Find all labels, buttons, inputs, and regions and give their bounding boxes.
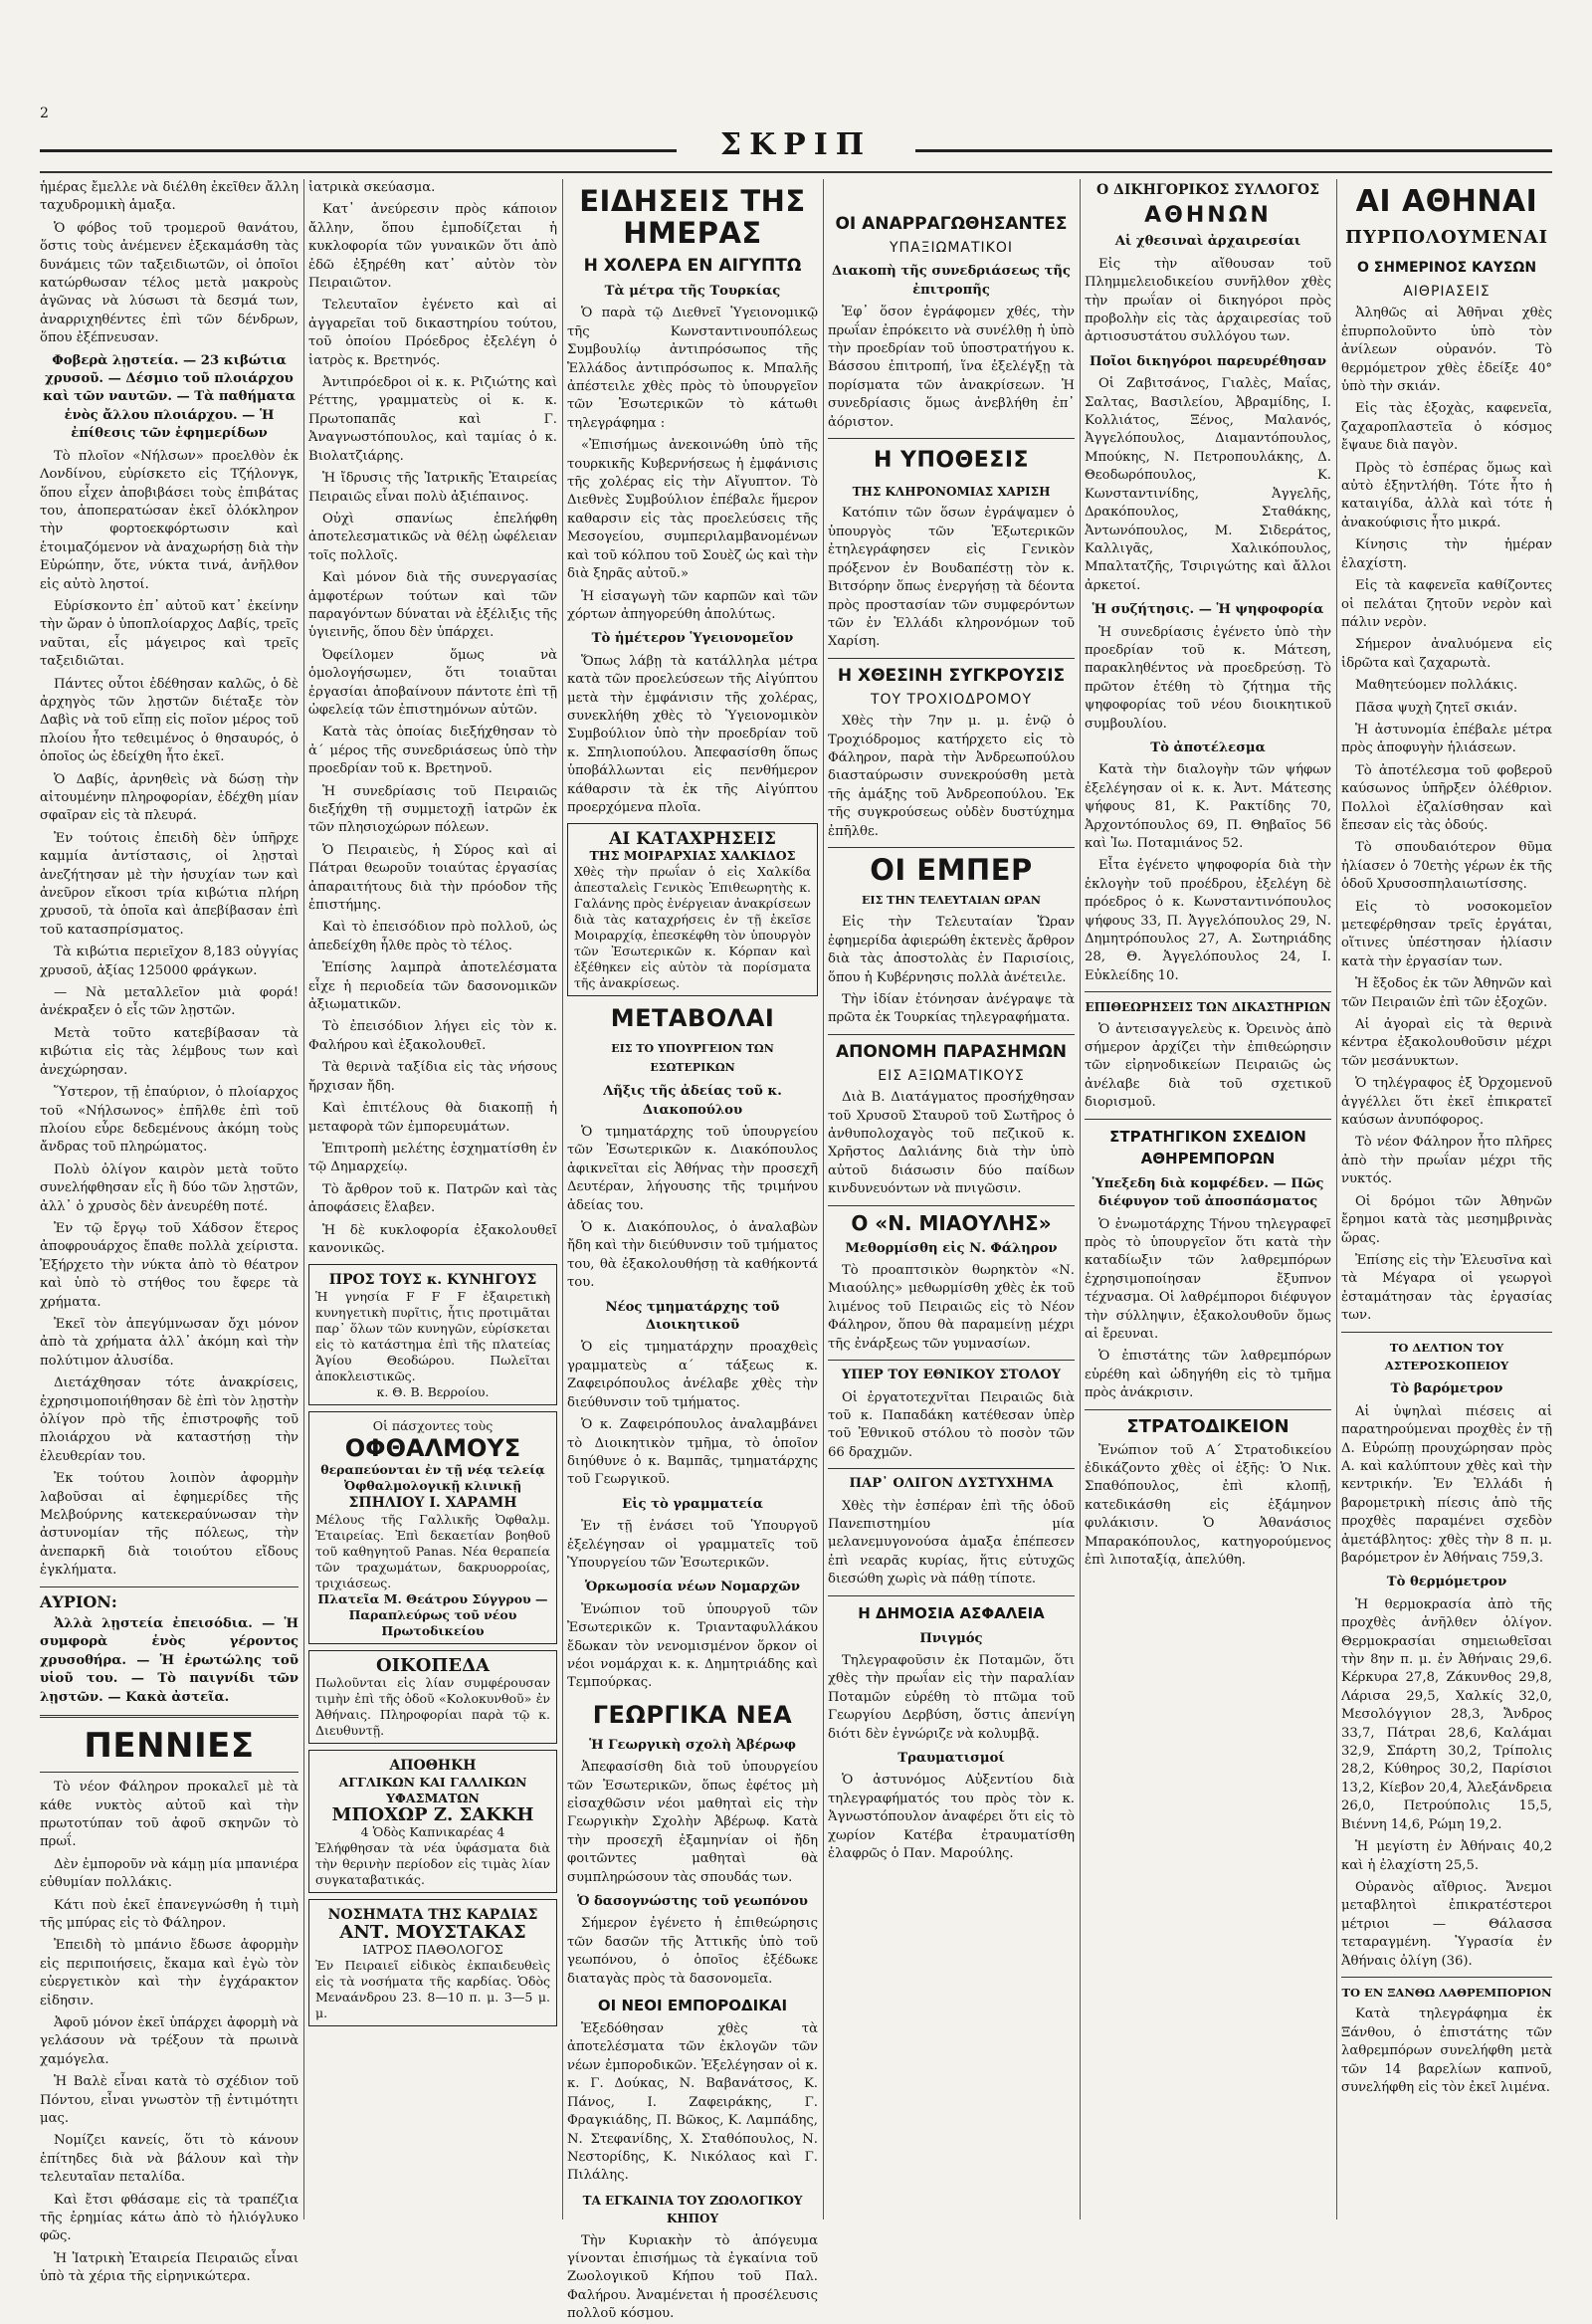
paragraph: Αἱ ὑψηλαὶ πιέσεις αἱ παρατηρούμεναι προχθὲς ἐν τῇ Δ. Εὐρώπῃ προυχώρησαν πρὸς Α. καὶ καλύπτουν χθὲς καὶ τὴν κεντρικήν. Ἐν Ἑλλάδι ἡ βαρομετρικὴ πίεσις ἀπὸ τῆς προχθὲς παραμένει σχεδὸν ἀμετάβλητος: χθὲς τὴν 8 π. μ. βαρόμετρον ἐν Ἀθήναις 759,3. [1341,1403,1552,1566]
officers-subtitle: ΥΠΑΞΙΩΜΑΤΙΚΟΙ [890,240,1013,256]
ad-eyes-subtitle: θεραπεύονται ἐν τῇ νέᾳ τελείᾳ Ὀφθαλμολογικῇ κλινικῇ [320,1462,545,1494]
athens-subtitle: ΠΥΡΠΟΛΟΥΜΕΝΑΙ [1344,227,1549,248]
paragraph: Ὁ ἐπιστάτης τῶν λαθρεμπόρων εὑρέθη καὶ ὡδηγήθη εἰς τὸ τμῆμα πρὸς ἀνάκρισιν. [1085,1349,1331,1401]
paragraph: Ὁ ἀντεισαγγελεὺς κ. Ὀρεινὸς ἀπὸ σήμερον ἀρχίζει τὴν ἐπιθεώρησιν τῶν εἰρηνοδικείων Πειραιῶς ὡς ἀνέλαβε διὰ τοῦ σχετικοῦ διορισμοῦ. [1085,1021,1331,1111]
paragraph: Τὰ κιβώτια περιεῖχον 8,183 οὐγγίας χρυσοῦ, ἀξίας 125000 φράγκων. [40,945,298,978]
paragraph: Ἀντιπρόεδροι οἱ κ. κ. Ριζιώτης καὶ Ρέττης, γραμματεὺς οἱ κ. κ. Πρωτοπαπᾶς καὶ Γ. Ἀναγνωστόπουλος, καὶ ταμίας ὁ κ. Βιολατζιάρης. [308,375,557,464]
ad-fabrics [308,1750,557,1893]
column-3 [567,179,818,2322]
paragraph: Καὶ ἐπιτέλους θὰ διακοπῇ ἡ μεταφορὰ τῶν ἐμπορευμάτων. [308,1101,557,1135]
ad-eyes-pretitle: Οἱ πάσχοντες τοὺς [372,1418,494,1434]
officers-heading: Διακοπὴ τῆς συνεδριάσεως τῆς ἐπιτροπῆς [832,264,1071,298]
ad-eyes-text: Μέλους τῆς Γαλλικῆς Ὀφθαλμ. Ἑταιρείας. Ἐπὶ δεκαετίαν βοηθοῦ τοῦ καθηγητοῦ Panas. Νέα θεραπεία τῶν τραχωμάτων, δακρυορροίας, τριχιάσεως. [315,1512,550,1591]
court-inspections-title: ΕΠΙΘΕΩΡΗΣΕΙΣ ΤΩΝ ΔΙΚΑΣΤΗΡΙΩΝ [1085,1000,1331,1015]
ad-eyes-title: ΟΦΘΑΛΜΟΥΣ [344,1434,521,1463]
separator [828,658,1075,659]
paragraph: Διετάχθησαν τότε ἀνακρίσεις, ἐχρησιμοποιήθησαν δὲ ἐπὶ τὸν λῃστὴν ὀλίγον πρὸ τῆς ἐπιστροφῆς τοῦ πλοιάρχου νὰ καταστήσῃ τὴν ἐλευθερίαν του. [40,1375,298,1464]
paragraph: Ὁ τηλέγραφος ἐξ Ὀρχομενοῦ ἀγγέλλει ὅτι ἐκεῖ ἐπικρατεῖ καύσων ἀνυπόφορος. [1341,1076,1552,1129]
ad-eyes-address: Πλατεῖα Μ. Θεάτρου Σύγγρου — Παραπλεύρως τοῦ νέου Πρωτοδικείου [317,1591,548,1639]
agriculture-title: ΓΕΩΡΓΙΚΑ ΝΕΑ [592,1700,793,1729]
will-title: Η ΥΠΟΘΕΣΙΣ [873,448,1030,474]
paragraph: Κατὰ τὰς ὁποίας διεξήχθησαν τὸ ἀ΄ μέρος τῆς συνεδριάσεως ὑπὸ τὴν προεδρίαν τοῦ κ. Βρετηνοῦ. [308,725,557,777]
embezzlement-subtitle: ΤΗΣ ΜΟΙΡΑΡΧΙΑΣ ΧΑΛΚΙΔΟΣ [589,848,796,864]
bar-association-title: Ο ΔΙΚΗΓΟΡΙΚΟΣ ΣΥΛΛΟΓΟΣ [1095,182,1320,198]
separator [828,438,1075,439]
separator [1085,1409,1331,1410]
paragraph: Ἐνώπιον τοῦ Α΄ Στρατοδικείου ἐδικάζοντο χθὲς οἱ ἑξῆς: Ὁ Νικ. Σπαθόπουλος, ἐπὶ κλοπῇ, κατεδικάσθη εἰς ἑξάμηνον φυλάκισιν. Ὁ Ἀθανάσιος Μπαρακόπουλος, κατηγορούμενος ἐπὶ λιποταξίᾳ, ἀπελύθη. [1085,1442,1331,1568]
paragraph: Οὐχὶ σπανίως ἐπελήφθη ἀποτελεσματικῶς νὰ θέλῃ ὠφέλειαν τοῖς πολλοῖς. [308,511,557,563]
accident-title: ΠΑΡ᾽ ΟΛΙΓΟΝ ΔΥΣΤΥΧΗΜΑ [849,1476,1054,1492]
paragraph: Χθὲς τὴν ἑσπέραν ἐπὶ τῆς ὁδοῦ Πανεπιστημίου μία μελανεμυγονούσα ἀμαξα ἐπέπεσεν ἐπὶ νεαρᾶς κυρίας, ἥτις εὐτυχῶς διεσώθη χωρὶς νὰ πάθῃ τίποτε. [828,1498,1075,1587]
paragraph: — Νὰ μεταλλεῖον μιὰ φορά! ἀνέκραξεν ὁ εἷς τῶν λῃστῶν. [40,985,298,1019]
smuggling-title: ΤΟ ΕΝ ΞΑΝΘΩ ΛΑΘΡΕΜΠΟΡΙΟΝ [1341,1985,1552,2000]
paragraph: Χθὲς τὴν 7ην μ. μ. ἐνῷ ὁ Τροχιόδρομος κατήρχετο εἰς τὸ Φάληρον, παρὰ τὴν Ἀνδρεωπούλου διασταύρωσιν συνεκρούσθη μετὰ τῆς ἁμάξης τοῦ Ἀνδρεοπούλου. Ἐκ τῆς συγκρούσεως οὐδὲν δυστύχημα ἐπῆλθε. [828,714,1075,839]
paragraph: Τὸ ἄρθρον τοῦ κ. Πατρῶν καὶ τὰς ἀποφάσεις ἔλαβεν. [308,1181,557,1216]
paragraph: Τὸ πλοῖον «Νήλσων» προελθὸν ἐκ Λονδίνου, εὑρίσκετο εἰς Τζήλονγκ, ὅπου εἶχεν ἀποβιβάσει τοὺς ἐπιβάτας του, ἀποπερατώσαν ἐκεῖ ὁλόκληρον τὴν φορτοεκφόρτωσιν καὶ ἑτοιμαζόμενον νὰ ἀναχωρήσῃ διὰ τὴν Εὐρώπην, ὅτε, νύκτα τινά, ἀνῆλθον εἰς αὐτὸ ληστοί. [40,448,298,592]
column-rule [1336,179,1337,2219]
separator [828,1468,1075,1469]
separator [828,1360,1075,1361]
column-1 [40,179,298,2285]
ad-plots-title: ΟΙΚΟΠΕΔΑ [375,1655,491,1677]
column-2 [308,179,557,2219]
paragraph: Σήμερον ἀναλυόμενα εἰς ἱδρῶτα καὶ ζαχαρωτὰ. [1341,637,1552,671]
column-rule [303,179,304,2219]
safety-subtitle: Πνιγμός [919,1630,983,1646]
paragraph: Ἡ ἀστυνομία ἐπέβαλε μέτρα πρὸς ἀποφυγὴν ἡλιάσεων. [1341,722,1552,756]
paragraph: Ἡ δὲ κυκλοφορία ἐξακολουθεῖ κανονικῶς. [308,1222,557,1256]
separator [828,1205,1075,1206]
ad-plots [308,1650,557,1744]
ad-heart-role: ΙΑΤΡΟΣ ΠΑΘΟΛΟΓΟΣ [362,1942,503,1958]
paragraph: Ἐπειδὴ τὸ μπάνιο ἔδωσε ἀφορμὴν εἰς περιποιήσεις, ἔκαμα καὶ ἐγὼ τὸν εὐεργετικὸν καὶ τὴν ἐγχάρακτον εἰδησιν. [40,1938,298,2008]
tomorrow-heading: ΑΥΡΙΟΝ: [40,1591,117,1611]
paragraph: Οἱ ἐργατοτεχνῖται Πειραιῶς διὰ τοῦ κ. Παπαδάκη κατέθεσαν ὑπὲρ τοῦ Ἐθνικοῦ στόλου τὸ ποσὸν τῶν 66 δραχμῶν. [828,1389,1075,1460]
paragraph: Ἐφ᾽ ὅσον ἐγράφομεν χθές, τὴν πρωΐαν ἐπρόκειτο νὰ συνέλθῃ ἡ ὑπὸ τὴν προεδρίαν τοῦ ὑποστρατήγου κ. Βάσσου ἐπιτροπή, ἵνα ἐξελέγξῃ τὰ πορίσματα τῶν ἀνακρίσεων. Ἡ συνεδρίασις ὅμως ἀνεβλήθη ἐπ᾽ ἀόριστον. [828,305,1075,430]
paragraph: Τὸ ἀποτέλεσμα τοῦ φοβεροῦ καύσωνος ὑπῆρξεν ὀλέθριον. Πολλοὶ ἐζαλίσθησαν καὶ ἔπεσαν εἰς τὰς ὁδούς. [1341,762,1552,833]
ad-heart-title: ΝΟΣΗΜΑΤΑ ΤΗΣ ΚΑΡΔΙΑΣ [327,1907,538,1924]
paragraph: Κατὰ τὴν διαλογὴν τῶν ψήφων ἐξελέγησαν οἱ κ. κ. Ἀντ. Μάτεσης ψήφους 81, Κ. Ρακτίδης 70, Ἀρχοντόπουλος 69, Π. Θηβαῖος 56 καὶ Ἰω. Ποταμιάνος 52. [1085,762,1331,851]
paragraph: Ἐν τῷ ἔργῳ τοῦ Χάδσον ἕτερος ἀποφρουάρχος ἔπαθε πολλὰ χείριστα. Ἐξήρχετο τὴν νύκτα ἀπὸ τὸ θέατρον καὶ ὑπὸ τὸ στήθος του ἔφερε τὰ χρήματα. [40,1220,298,1310]
safety-subtitle: Τραυματισμοί [897,1751,1005,1766]
top-rule [40,171,1552,173]
paragraph: Αἱ ἀγοραὶ εἰς τὰ θερινὰ κέντρα ἐξακολουθοῦσιν μέχρι τῶν μεσάνυκτων. [1341,1017,1552,1069]
ad-fabrics-text: Ἐλήφθησαν τὰ νέα ὑφάσματα διὰ τὴν θερινὴν περίοδον εἰς τιμὰς λίαν συγκαταβατικάς. [315,1840,550,1888]
paragraph: Ἡ ἔξοδος ἐκ τῶν Ἀθηνῶν καὶ τῶν Πειραιῶν ἐπὶ τῶν ἐξοχῶν. [1341,976,1552,1010]
paragraph: Καὶ μόνον διὰ τῆς συνεργασίας ἀμφοτέρων τούτων καὶ τῶν παραγόντων δύναται νὰ ἐξέλιξις τῆς ὑγιεινῆς, ὅπου δὲν ὑπάρχει. [308,570,557,641]
paragraph: Ἀφοῦ μόνον ἐκεῖ ὑπάρχει ἀφορμὴ νὰ γελάσουν νὰ τρέξουν τὰ πρωινὰ χαμόγελα. [40,2014,298,2067]
paragraph: Ὀφείλομεν ὅμως νὰ ὁμολογήσωμεν, ὅτι τοιαῦται ἐργασίαι ἀποβαίνουν πάντοτε ἐπὶ τῇ ὠφελείᾳ τῶν ἐπιστημόνων αὐτῶν. [308,647,557,718]
separator [40,1715,298,1718]
bar-association-heading: Ἡ συζήτησις. — Ἡ ψηφοφορία [1092,602,1324,618]
paragraph: Κατόπιν τῶν ὅσων ἐγράψαμεν ὁ ὑπουργὸς τῶν Ἐξωτερικῶν ἐτηλεγράφησεν εἰς Γενικὸν πρόξενον ἐν Βουδαπέστῃ τὸν κ. Βιτσόρην ὅπως ἐνεργήσῃ τὰ δέοντα πρὸς προστασίαν τῶν συμφερόντων τῶν ἐν Ἑλλάδι κληρονόμων τοῦ Χαρίση. [828,506,1075,650]
athens-subtitle-3: ΑΙΘΡΙΑΣΕΙΣ [1403,284,1491,300]
agriculture-subtitle: Ἡ Γεωργικὴ σχολὴ Ἀβέρωφ [589,1737,796,1753]
paragraph: Ἐν τῇ ἐνάσει τοῦ Ὑπουργοῦ ἐξελέγησαν οἱ γραμματεῖς τοῦ Ὑπουργείου τῶν Ἐσωτερικῶν. [567,1519,818,1571]
separator [828,847,1075,848]
paragraph: Ἐπίσης εἰς τὴν Ἐλευσῖνα καὶ τὰ Μέγαρα οἱ γεωργοὶ ἐσταμάτησαν τὰς ἐργασίας των. [1341,1252,1552,1324]
changes-title: ΜΕΤΑΒΟΛΑΙ [610,1004,775,1033]
paragraph: Ὁ τμηματάρχης τοῦ ὑπουργείου τῶν Ἐσωτερικῶν κ. Διακόπουλος ἀφικνεῖται εἰς Ἀθήνας τὴν προσεχῆ Δευτέραν, λήγουσης τῆς τριμήνου ἀδείας του. [567,1125,818,1213]
paragraph: Ἡ θερμοκρασία ἀπὸ τῆς προχθὲς ἀνῆλθεν ὀλίγον. Θερμοκρασίαι σημειωθεῖσαι τὴν 8ην π. μ. ἐν Ἀθήναις 29,6. Κέρκυρα 27,8, Ζάκυνθος 29,8, Λάρισα 29,5, Χαλκίς 32,0, Μεσολόγγιον 28,3, Ἄνδρος 33,7, Πάτραι 28,6, Καλάμαι 32,9, Σπάρτη 30,2, Τρίπολις 28,2, Κύθηρος 30,2, Παρίσιοι 13,2, Κίεβον 20,4, Ἀλεξάνδρεια 26,0, Πετρούπολις 15,5, Βιέννη 14,6, Ρώμη 19,2. [1341,1596,1552,1832]
paragraph: Ὁ κ. Ζαφειρόπουλος ἀναλαμβάνει τὸ Διοικητικὸν τμῆμα, τὸ ὁποῖον διηύθυνε ὁ κ. Βαμπᾶς, τμηματάρχης τοῦ Γεωργικοῦ. [567,1417,818,1488]
agriculture-subtitle: Ὁ δασογνώστης τοῦ γεωπόνου [577,1894,808,1910]
medals-title: ΑΠΟΝΟΜΗ ΠΑΡΑΣΗΜΩΝ [835,1041,1067,1062]
paragraph: Εἰς τὰς ἐξοχὰς, καφενεῖα, ζαχαροπλαστεῖα ὁ κόσμος ἔψαυε διὰ παγὸν. [1341,401,1552,454]
medals-subtitle: ΕΙΣ ΑΞΙΩΜΑΤΙΚΟΥΣ [878,1067,1025,1084]
paragraph: Ὁ φόβος τοῦ τρομεροῦ θανάτου, ὅστις τοὺς ἀνέμενεν ἐξεκαμάσθη τὰς δυνάμεις τῶν ταξειδιωτῶν, οἱ ὁποῖοι κατώρθωσαν τέλος μετὰ μακροὺς ἀγῶνας νὰ λύσωσι τὰ δεσμά των, ἀναρριχηθέντες ἐπὶ τῶν δένδρων, ὅπου ἐξέπνευσαν. [40,220,298,346]
paragraph: Εἰς τὴν αἴθουσαν τοῦ Πλημμελειοδικείου συνῆλθον χθὲς τὴν πρωΐαν οἱ δικηγόροι πρὸς προβολὴν εἰς τὰς ἀρχαιρεσίας τοῦ ἀρτιοσυστάτου συλλόγου των. [1085,256,1331,345]
paragraph: Τὸ σπουδαιότερον θῦμα ἠλίασεν ὁ 70ετὴς γέρων ἐκ τῆς ὁδοῦ Χρυσοσπηλαιωτίσσης. [1341,840,1552,893]
paragraph: Τελευταῖον ἐγένετο καὶ αἱ ἀγγαρεῖαι τοῦ δικαστηρίου τούτου, τοῦ ὁποίου Πρόεδρος ἐξελέγη ὁ ἰατρὸς κ. Βρετηνός. [308,298,557,368]
paragraph: Ἡ μεγίστη ἐν Ἀθήναις 40,2 καὶ ἡ ἐλαχίστη 25,5. [1341,1839,1552,1873]
ad-fabrics-title: ΑΠΟΘΗΚΗ [389,1758,477,1775]
separator [828,1595,1075,1596]
paragraph: ἰατρικὰ σκεύασμα. [308,180,436,195]
column-5 [1085,179,1331,2219]
paragraph: Καὶ τὸ ἐπεισόδιον πρὸ πολλοῦ, ὡς ἀπεδείχθη ἦλθε πρὸς τὸ τέλος. [308,920,557,953]
athens-subtitle-2: Ο ΣΗΜΕΡΙΝΟΣ ΚΑΥΣΩΝ [1356,260,1537,276]
separator [828,1034,1075,1035]
embezzlement-text: Χθὲς τὴν πρωΐαν ὁ εἰς Χαλκίδα ἀπεσταλεὶς Γενικὸς Ἐπιθεωρητὴς κ. Γαλάνης πρὸς ἐνέργειαν ἀνακρίσεων διὰ τὰς καταχρήσεις ἐν τῇ ἐκεῖσε Μοιραρχίᾳ, ἐπεσκέφθη τὸν ὑπουργὸν τῶν Ἐσωτερικῶν κ. Κόρπαν καὶ ἐξέθηκεν εἰς αὐτὸν τὰ πορίσματα τῆς ἀνακρίσεως. [574,864,811,991]
ad-heart [308,1899,557,2026]
paragraph: Καὶ ἔτσι φθάσαμε εἰς τὰ τραπέζια τῆς ἐρημίας κάτω ἀπὸ τὸ ἡλιόγλυκο φῶς. [40,2192,298,2244]
paragraph: Κατ᾽ ἀνεύρεσιν πρὸς κάποιον ἄλλην, ὅπου ἐμποδίζεται ἡ κυκλοφορία τῶν γυναικῶν ὅτι ἀπὸ ἐδῶ ἐξηρέθη κατ᾽ αὐτὸν τὸν Πειραιῶτον. [308,202,557,292]
observatory-heading: Τὸ βαρόμετρον [1390,1381,1503,1397]
officers-title: ΟΙ ΑΝΑΡΡΑΓΩΘΗΣΑΝΤΕΣ [835,214,1068,234]
paragraph: Ὁ Πειραιεὺς, ἡ Σύρος καὶ αἱ Πάτραι θεωροῦν τοιαύτας ἐργασίας ἀπαραιτήτους διὰ τὴν πρόοδον τῆς ἐπιστήμης. [308,842,557,914]
embezzlement-title: ΑΙ ΚΑΤΑΧΡΗΣΕΙΣ [609,829,776,850]
paragraph: Τὸ νέον Φάληρον προκαλεῖ μὲ τὰ κάθε νυκτὸς αὐτοῦ καὶ τὴν πρωτοτύπαν τοῦ ἀφοῦ σκηνῶν τὸ πρωΐ. [40,1780,298,1850]
paragraph: Ἡ συνεδρίασις τοῦ Πειραιῶς διεξήχθη τῇ συμμετοχῇ ἰατρῶν ἐκ τῶν πλησιοχώρων πόλεων. [308,783,557,836]
smugglers-plan-title: ΣΤΡΑΤΗΓΙΚΟΝ ΣΧΕΔΙΟΝ ΑΘΗΡΕΜΠΟΡΩΝ [1109,1127,1306,1167]
paragraph: Δὲν ἐμποροῦν νὰ κάμῃ μία μπανιέρα εὐθυμίαν πολλάκις. [40,1856,298,1891]
bar-association-subtitle: ΑΘΗΝΩΝ [1144,203,1272,229]
paragraph: Σήμερον ἐγένετο ἡ ἐπιθεώρησις τῶν δασῶν τῆς Ἀττικῆς ὑπὸ τοῦ γεωπόνου, ὁ ὁποῖος ἐξέδωκε διαταγὰς πρὸς τὰ δασονομεῖα. [567,1916,818,1987]
masthead-rule-right [915,149,1552,152]
paragraph: Τὰ θερινὰ ταξίδια εἰς τὰς νήσους ἤρχισαν ἤδη. [308,1060,557,1094]
paragraph: Νομίζει κανείς, ὅτι τὸ κάνουν ἐπίτηδες διὰ νὰ βάλουν καὶ τὴν τελευταῖαν πεταλίδα. [40,2133,298,2186]
paragraph: Μαθητεύομεν πολλάκις. [1355,678,1518,694]
ad-eyes-doctor: ΣΠΗΛΙΟΥ Ι. ΧΑΡΑΜΗ [348,1495,517,1512]
paragraph: Ἡ ἴδρυσις τῆς Ἰατρικῆς Ἑταιρείας Πειραιῶς εἶναι πολὺ ἀξιέπαινος. [308,471,557,505]
ad-hunters [308,1264,557,1405]
bar-association-heading: Αἱ χθεσιναὶ ἀρχαιρεσίαι [1114,234,1301,250]
ad-hunters-text: Ἡ γνησία F F F ἐξαιρετικὴ κυνηγετικὴ πυρῖτις, ἧτις προτιμᾶται παρ᾽ ὅλων τῶν κυνηγῶν, εὑρίσκεται εἰς τὸ κατάστημα ἐπὶ τῆς πλατείας Ἁγίου Θεοδώρου. Πωλεῖται ἀποκλειστικῶς. [315,1289,550,1384]
changes-subtitle: ΕΙΣ ΤΟ ΥΠΟΥΡΓΕΙΟΝ ΤΩΝ ΕΣΩΤΕΡΙΚΩΝ [611,1042,774,1074]
column-rule [823,179,824,2219]
paragraph: Ἀληθῶς αἱ Ἀθῆναι χθὲς ἐπυρπολοῦντο ὑπὸ τὸν ἀνίλεων οὐρανόν. Τὸ θερμόμετρον χθὲς ἐδείξε 40° ὑπὸ τὴν σκιάν. [1341,306,1552,395]
safety-title: Η ΔΗΜΟΣΙΑ ΑΣΦΑΛΕΙΑ [858,1603,1045,1622]
tram-subtitle: ΤΟΥ ΤΡΟΧΙΟΔΡΟΜΟΥ [870,691,1032,708]
changes-heading: Εἰς τὸ γραμματεία [622,1496,763,1512]
paragraph: ἡμέρας ἔμελλε νὰ διέλθη ἐκεῖθεν ἄλλη ταχυδρομικὴ ἁμαξα. [40,180,298,214]
column-rule [562,179,563,2219]
section-subheading: Φοβερὰ λῃστεία. — 23 κιβώτια χρυσοῦ. — Δέσμιο τοῦ πλοιάρχου καὶ τῶν ναυτῶν. — Τὰ παθήματα ἑνὸς ἄλλου πλοιάρχου. — Ἡ ἐπίθεσις τῶν ἐφημερίδων [43,352,296,442]
paragraph: Οὐρανὸς αἴθριος. Ἄνεμοι μεταβλητοὶ ἐπικρατέστεροι μέτριοι — Θάλασσα τεταραγμένη. Ὑγρασία ἐν Ἀθήναις ὀλίγη (36). [1341,1879,1552,1969]
bar-association-heading: Ποῖοι δικηγόροι παρευρέθησαν [1089,353,1327,369]
separator [1085,1119,1331,1120]
paragraph: Οἱ δρόμοι τῶν Ἀθηνῶν ἔρημοι κατὰ τὰς μεσημβρινὰς ὥρας. [1341,1193,1552,1246]
changes-heading: Λῆξις τῆς ἀδείας τοῦ κ. Διακοπούλου [603,1084,782,1118]
changes-heading: Νέος τμηματάρχης τοῦ Διοικητικοῦ [605,1299,780,1334]
paragraph: Εἰς τὴν Τελευταίαν Ὥραν ἐφημερίδα ἀφιερώθη ἐκτενὲς ἄρθρον διὰ τὰς ἀποστολὰς ἐν Παρισίοις, ὅπου ἡ Κυβέρνησις πολλὰ ἀνέτειλε. [828,915,1075,985]
paragraph: Μετὰ τοῦτο κατεβίβασαν τὰ κιβώτια εἰς τὰς λέμβους των καὶ ἀνεχώρησαν. [40,1025,298,1078]
paragraph: Ἡ συνεδρίασις ἐγένετο ὑπὸ τὴν προεδρίαν τοῦ κ. Μάτεση, παρακληθέντος νὰ προεδρεύσῃ. Τὸ πρῶτον ἐτέθη τὸ ζήτημα τῆς ψηφοφορίας τοῦ νέου διοικητικοῦ συμβουλίου. [1085,624,1331,732]
paragraph: Ἡ Βαλὲ εἶναι κατὰ τὸ σχέδιον τοῦ Πόντου, εἶναι γνωστὸν τῇ ἐντιμότητι μας. [40,2074,298,2126]
paragraph: Εἰς τὰ καφενεῖα καθίζοντες οἱ πελάται ζητοῦν νερὸν καὶ πάλιν νερὸν. [1341,578,1552,630]
emper-title: ΟΙ ΕΜΠΕΡ [870,852,1033,887]
paragraph: Ἐκεῖ τὸν ἀπεγύμνωσαν ὄχι μόνον ἀπὸ τὰ χρήματα ἀλλ᾽ ἀκόμη καὶ τὴν πολύτιμον ἀλυσίδα. [40,1316,298,1369]
ad-heart-name: ΑΝΤ. ΜΟΥΣΤΑΚΑΣ [339,1922,526,1944]
court-martial-title: ΣΤΡΑΤΟΔΙΚΕΙΟΝ [1126,1415,1290,1437]
ad-eyes [308,1411,557,1644]
paragraph: Ἡ εἰσαγωγὴ τῶν καρπῶν καὶ τῶν χόρτων ἀπηγορεύθη ἀπολύτως. [567,588,818,622]
paragraph: Κίνησις τὴν ἡμέραν ἐλαχίστη. [1341,537,1552,571]
paragraph: Ἐν τούτοις ἐπειδὴ δὲν ὑπῆρχε καμμία ἀντίστασις, οἱ λῃσταὶ ἀνεζήτησαν μὲ τὴν ἡσυχίαν των καὶ ἀνεῦρον εἴκοσι τρία κιβώτια πλήρη χρυσοῦ, τὰ ὁποῖα καὶ ἀπεβίβασαν ἐπὶ τοῦ κατασπρίσματος. [40,830,298,938]
merchant-judges-title: ΟΙ ΝΕΟΙ ΕΜΠΟΡΟΔΙΚΑΙ [597,1997,788,2015]
paragraph: Ὁ παρὰ τῷ Διεθνεῖ Ὑγειονομικῷ τῆς Κωνσταντινουπόλεως Συμβουλίῳ ἀντιπρόσωπος τῆς Ἑλλάδος ἀντιπρόσωπος κ. Μπαλῆς ἀπέστειλε χθὲς πρὸς τὸ ὑπουργεῖον τῶν Ἐσωτερικῶν τὸ κάτωθι τηλεγράφημα : [567,306,818,431]
cholera-subtitle: Τὰ μέτρα τῆς Τουρκίας [604,284,781,299]
paragraph: Κατὰ τηλεγράφημα ἐκ Ξάνθου, ὁ ἐπιστάτης τῶν λαθρεμπόρων συνελήφθη μετὰ τῶν 14 βαρελίων καπνοῦ, συνελήφθη εἰς τὸν ἐκεῖ λιμένα. [1341,2007,1552,2095]
paragraph: Τὸ νέον Φάληρον ἦτο πλῆρες ἀπὸ τὴν πρωΐαν μέχρι τῆς νυκτός. [1341,1135,1552,1187]
column-4 [828,179,1075,2219]
embezzlement-box [567,823,818,996]
separator [40,1586,298,1587]
ad-plots-text: Πωλοῦνται εἰς λίαν συμφέρουσαν τιμὴν ἐπὶ τῆς ὁδοῦ «Κολοκυνθοῦ» ἐν Ἀθήναις. Πληροφορίαι παρὰ τῷ κ. Διευθυντῇ. [315,1675,550,1739]
paragraph: Ὁ ἐνωμοτάρχης Τήνου τηλεγραφεῖ πρὸς τὸ ὑπουργεῖον ὅτι κατὰ τὴν καταδίωξιν τῶν λαθρεμπόρων ἐχρησιμοποίησαν ἔξυπνον τέχνασμα. Οἱ λαθρέμποροι διέφυγον τὴν σύλληψιν, ἐξακολουθοῦν ὅμως αἱ ἔρευναι. [1085,1216,1331,1342]
paragraph: Πάντες οὗτοι ἐδέθησαν καλῶς, ὁ δὲ ἀρχηγὸς τῶν λῃστῶν διέταξε τὸν Δαβὶς νὰ τοῦ εἴπῃ εἰς ποῖον μέρος τοῦ πλοίου ἦτο τεθειμένος ὁ θησαυρός, ὁ ὁποῖος ὡς ἐδείχθη ἦτο ἐκεῖ. [40,676,298,765]
paragraph: Εἶτα ἐγένετο ψηφοφορία διὰ τὴν ἐκλογὴν τοῦ προέδρου, ἐξελέγη δὲ πρόεδρος ὁ κ. Κωνσταντινόπουλος ψήφους 33, Π. Ἀγγελόπουλος 29, Ν. Δημητρόπουλος 27, Α. Σωτηριάδης 28, Θ. Ἀγγελόπουλος 24, Ι. Εὐκλείδης 10. [1085,858,1331,983]
column-6 [1341,179,1552,2219]
column-rule [1080,179,1081,2219]
paragraph: Ἐνώπιον τοῦ ὑπουργοῦ τῶν Ἐσωτερικῶν κ. Τριανταφυλλάκου ἔδωκαν τὸν νενομισμένον ὅρκον οἱ νέοι νομάρχαι κ. κ. Δημητριάδης καὶ Τεμπούρκας. [567,1601,818,1691]
news-of-the-day-title: ΕΙΔΗΣΕΙΣ ΤΗΣ ΗΜΕΡΑΣ [579,184,806,250]
paragraph: Τηλεγραφοῦσιν ἐκ Ποταμῶν, ὅτι χθὲς τὴν πρωΐαν εἰς τὴν παραλίαν Ποταμῶν εὑρέθη τὸ πτῶμα τοῦ Γεωργίου Δερβύση, ὅστις ἀπενίγη διότι δὲν ἐγνώριζε νὰ κολυμβᾷ. [828,1652,1075,1742]
athens-title: ΑΙ ΑΘΗΝΑΙ [1355,184,1538,219]
health-office-subtitle: Τὸ ἡμέτερον Ὑγειονομεῖον [591,631,794,647]
paragraph: Κάτι ποὺ ἐκεῖ ἐπανεγνώσθη ἡ τιμὴ τῆς μπύρας εἰς τὸ Φάληρον. [40,1897,298,1931]
paragraph: Ἐξεδόθησαν χθὲς τὰ ἀποτελέσματα τῶν ἐκλογῶν τῶν νέων ἐμποροδικῶν. Ἐξελέγησαν οἱ κ. κ. Γ. Δούκας, Ν. Βαβανάτσος, Κ. Πάνος, Ι. Ζαφειράκης, Γ. Φραγκιάδης, Π. Βῶκος, Κ. Λαμπάδης, Ν. Στεφανίδης, Χ. Σταθόπουλος, Ν. Νεστορίδης, Κ. Νικόλαος καὶ Γ. Πιλάλης. [567,2021,818,2184]
ad-fabrics-address: 4 Ὁδὸς Καπνικαρέας 4 [360,1824,505,1840]
tram-title: Η ΧΘΕΣΙΝΗ ΣΥΓΚΡΟΥΣΙΣ [837,665,1066,686]
paragraph: Ἡ Ἰατρικὴ Ἑταιρεία Πειραιῶς εἶναι ὑπὸ τὰ χέρια τῆς εἰρηνικώτερα. [40,2250,298,2285]
paragraph: Πᾶσα ψυχὴ ζητεῖ σκιάν. [1355,700,1518,716]
page-number: 2 [40,106,49,121]
masthead-title: ΣΚΡΙΠ [719,127,873,162]
paragraph: Εὑρίσκοντο ἐπ᾽ αὐτοῦ κατ᾽ ἐκείνην τὴν ὥραν ὁ ὑποπλοίαρχος Δαβίς, τρεῖς ναῦται, εἷς μάγειρος καὶ τρεῖς ταξειδιῶται. [40,598,298,670]
masthead-rule-left [40,149,677,152]
smugglers-plan-heading: Ὑπεξεδη διὰ κομφέδεν. — Πῶς διέφυγον τοῦ ἀποσπάσματος [1092,1175,1324,1210]
paragraph: Τὴν Κυριακὴν τὸ ἀπόγευμα γίνονται ἐπισήμως τὰ ἐγκαίνια τοῦ Ζωολογικοῦ Κήπου τοῦ Παλ. Φαλήρου. Ἀναμένεται ἡ προσέλευσις πολλοῦ κόσμου. [567,2232,818,2322]
ad-hunters-title: ΠΡΟΣ ΤΟΥΣ κ. ΚΥΝΗΓΟΥΣ [328,1272,537,1289]
paragraph: Τὸ προαπτσικὸν θωρηκτὸν «Ν. Μιαούλης» μεθωρμίσθη χθὲς ἐκ τοῦ λιμένος τοῦ Πειραιῶς εἰς τὸ Νέον Φάληρον, ὅπου θὰ παραμείνῃ μέχρι τῆς ἐνάρξεως τῶν γυμνασίων. [828,1263,1075,1352]
paragraph: Ἐπιτροπὴ μελέτης ἐσχηματίσθη ἐν τῷ Δημαρχείῳ. [308,1141,557,1175]
paragraph: Ὁ κ. Διακόπουλος, ὁ ἀναλαβὼν ἤδη καὶ τὴν διεύθυνσιν τοῦ τμήματος του, θὰ ἐξακολουθήσῃ τὰ καθήκοντά του. [567,1220,818,1291]
paragraph: Ὁ εἰς τμηματάρχην προαχθεὶς γραμματεὺς α΄ τάξεως κ. Ζαφειρόπουλος ἀνέλαβε χθὲς τὴν διεύθυνσιν τοῦ τμήματος. [567,1340,818,1410]
paragraph: Ἀπεφασίσθη διὰ τοῦ ὑπουργείου τῶν Ἐσωτερικῶν, ὅπως ἐφέτος μὴ εἰσαχθῶσιν νέοι μαθηταὶ εἰς τὴν Γεωργικὴν Σχολὴν Ἀβέρωφ. Κατὰ τὴν προσεχῆ ἐξαμηνίαν οἱ ἤδη φοιτῶντες μαθηταὶ θὰ συμπληρώσουν τὰς σπουδάς των. [567,1760,818,1885]
paragraph: Ὕστερον, τῇ ἐπαύριον, ὁ πλοίαρχος τοῦ «Νήλσωνος» ἐπῆλθε ἐπὶ τοῦ πλοίου εὗρε δεδεμένους ἀκόμη τοὺς ἄνδρας τοῦ πληρώματος. [40,1085,298,1156]
fleet-title: ΥΠΕΡ ΤΟΥ ΕΘΝΙΚΟΥ ΣΤΟΛΟΥ [841,1368,1062,1383]
separator [1341,1332,1552,1333]
masthead [40,106,1552,167]
changes-heading: Ὁρκωμοσία νέων Νομαρχῶν [584,1580,801,1595]
paragraph: Τὸ ἐπεισόδιον λήγει εἰς τὸν κ. Φαλήρου καὶ ἐξακολουθεῖ. [308,1019,557,1053]
pennies-title: ΠΕΝΝΙΕΣ [84,1726,255,1767]
miaoulis-title: Ο «Ν. ΜΙΑΟΥΛΗΣ» [851,1210,1052,1235]
observatory-heading: Τὸ θερμόμετρον [1386,1575,1507,1590]
separator [1085,991,1331,992]
paragraph: Ὁ Δαβίς, ἀρνηθεὶς νὰ δώσῃ τὴν αἰτουμένην πληροφορίαν, ἐδέχθη μίαν σφαῖραν εἰς τὰ πλευρά. [40,771,298,824]
cholera-title: Η ΧΟΛΕΡΑ ΕΝ ΑΙΓΥΠΤΩ [583,256,802,276]
emper-subtitle: ΕΙΣ ΤΗΝ ΤΕΛΕΥΤΑΙΑΝ ΩΡΑΝ [862,893,1041,907]
paragraph: Διὰ Β. Διατάγματος προσήχθησαν τοῦ Χρυσοῦ Σταυροῦ τοῦ Σωτῆρος ὁ ἀνθυπολοχαγὸς τοῦ πεζικοῦ κ. Χρῆστος Δαλιάνης διὰ τὴν ὑπὸ αὐτοῦ διάσωσιν δύο παίδων κινδυνευόντων νὰ πνιγῶσιν. [828,1090,1075,1197]
will-subtitle: ΤΗΣ ΚΛΗΡΟΝΟΜΙΑΣ ΧΑΡΙΣΗ [852,485,1051,500]
paragraph: Ἐκ τούτου λοιπὸν ἀφορμὴν λαβοῦσαι αἱ ἐφημερίδες τῆς Μελβούρνης κατεκεραύνωσαν τὴν ἀστυνομίαν τῆς πόλεως, τὴν ἀνεπαρκῆ διὰ τοιούτου εἴδους ἐγκλήματα. [40,1471,298,1579]
tomorrow-teaser: Ἀλλὰ λῃστεία ἐπεισόδια. — Ἡ συμφορὰ ἑνὸς γέροντος χρυσοθήρα. — Ἡ ἐρωτώλης τοῦ υἱοῦ του. — Τὸ παιγνίδι τῶν λῃστῶν. — Κακὰ ἀστεῖα. [40,1616,298,1705]
ad-fabrics-name: ΜΠΟΧΩΡ Ζ. ΣΑΚΚΗ [331,1804,534,1826]
paragraph: Τὴν ἰδίαν ἐτόνησαν ἀνέγραψε τὰ πρῶτα ἐκ Τουρκίας τηλεγραφήματα. [828,992,1075,1026]
separator [1341,1977,1552,1978]
paragraph: Ὅπως λάβῃ τὰ κατάλληλα μέτρα κατὰ τῶν προελεύσεων τῆς Αἰγύπτου μετὰ τὴν ἐμφάνισιν τῆς χολέρας, συνεκλήθη χθὲς τὸ Ὑγειονομικὸν Συμβούλιον ὑπὸ τὴν προεδρίαν τοῦ κ. Σπηλιοπούλου. Ἀπεφασίσθη ὅπως ὑποβάλλωνται εἰς πενθήμερον κάθαρσιν τὰ ἐκ τῆς Αἰγύπτου προερχόμενα πλοῖα. [567,653,818,815]
paragraph: Ἐπίσης λαμπρὰ ἀποτελέσματα εἶχε ἡ περιοδεία τῶν δασονομικῶν ἀξιωματικῶν. [308,960,557,1013]
observatory-title: ΤΟ ΔΕΛΤΙΟΝ ΤΟΥ ΑΣΤΕΡΟΣΚΟΠΕΙΟΥ [1384,1340,1509,1373]
ad-hunters-signature: κ. Θ. Β. Βερροίου. [376,1384,490,1400]
bar-association-heading: Τὸ ἀποτέλεσμα [1150,739,1266,755]
paragraph: Πολὺ ὀλίγον καιρὸν μετὰ τοῦτο συνελήφθησαν εἷς ἢ δύο τῶν λῃστῶν, ἀλλ᾽ ὁ χρυσὸς δὲν ἀνευρέθη ποτέ. [40,1162,298,1214]
paragraph: Ὁ ἀστυνόμος Αὐξεντίου διὰ τηλεγραφήματός του πρὸς τὸν κ. Ἀγνωστόπουλον ἀναφέρει ὅτι εἰς τὸ χωρίον Κατέβα ἐτραυματίσθη ἐλαφρῶς ὁ Παν. Μαρούλης. [828,1773,1075,1862]
paragraph: Εἰς τὸ νοσοκομεῖον μετεφέρθησαν τρεῖς ἐργάται, οἵτινες ὑπέστησαν ἡλίασιν κατὰ τὴν ἐργασίαν των. [1341,899,1552,969]
paragraph: Πρὸς τὸ ἑσπέρας ὅμως καὶ αὐτὸ ἐξηντλήθη. Τότε ἦτο ἡ καταιγίδα, ἀλλὰ καὶ τότε ἡ ἀνακούφισις ἦτο μικρά. [1341,460,1552,530]
separator [40,1772,298,1773]
ad-fabrics-subtitle: ΑΓΓΛΙΚΩΝ ΚΑΙ ΓΑΛΛΙΚΩΝ ΥΦΑΣΜΑΤΩΝ [338,1775,527,1806]
zoo-title: ΤΑ ΕΓΚΑΙΝΙΑ ΤΟΥ ΖΩΟΛΟΓΙΚΟΥ ΚΗΠΟΥ [582,2193,803,2226]
paragraph: «Ἐπισήμως ἀνεκοινώθη ὑπὸ τῆς τουρκικῆς Κυβερνήσεως ἡ ἐμφάνισις τῆς χολέρας εἰς τὴν Αἴγυπτον. Τὸ Διεθνὲς Συμβούλιον ἐπέβαλε ἥμερον καθαρσιν εἰς τὰς προελεύσεις τῆς Μεσογείου, συμπεριλαμβανομένων καὶ τοῦ κόλπου τοῦ Σουὲζ ὡς καὶ τὴν διὰ ξηρᾶς αὐτοῦ.» [567,438,818,582]
paragraph: Οἱ Ζαβιτσάνος, Γιαλὲς, Μαΐας, Σαλτας, Βασιλείου, Ἀβραμίδης, Ι. Κολλιάτος, Ξένος, Μαλανός, Ἀγγελόπουλος, Διαμαντόπουλος, Μπούκης, Ν. Πετροπουλάκης, Δ. Θεοδωρόπουλος, Κ. Κωνσταντινίδης, Ἀγγελῆς, Δρακόπουλος, Σταθάκης, Ἀντωνόπουλος, Μ. Σιδεράτος, Καλλιγᾶς, Χαλικόπουλος, Μπαλτατζῆς, Τσιριγώτης καὶ ἄλλοι ἀρκετοί. [1085,376,1331,593]
ad-heart-text: Ἐν Πειραιεῖ εἰδικὸς ἐκπαιδευθεὶς εἰς τὰ νοσήματα τῆς καρδίας. Ὁδὸς Μεναάνδρου 23. 8—10 π. μ. 3—5 μ. μ. [315,1958,550,2021]
miaoulis-subtitle: Μεθορμίσθη εἰς Ν. Φάληρον [845,1240,1058,1256]
